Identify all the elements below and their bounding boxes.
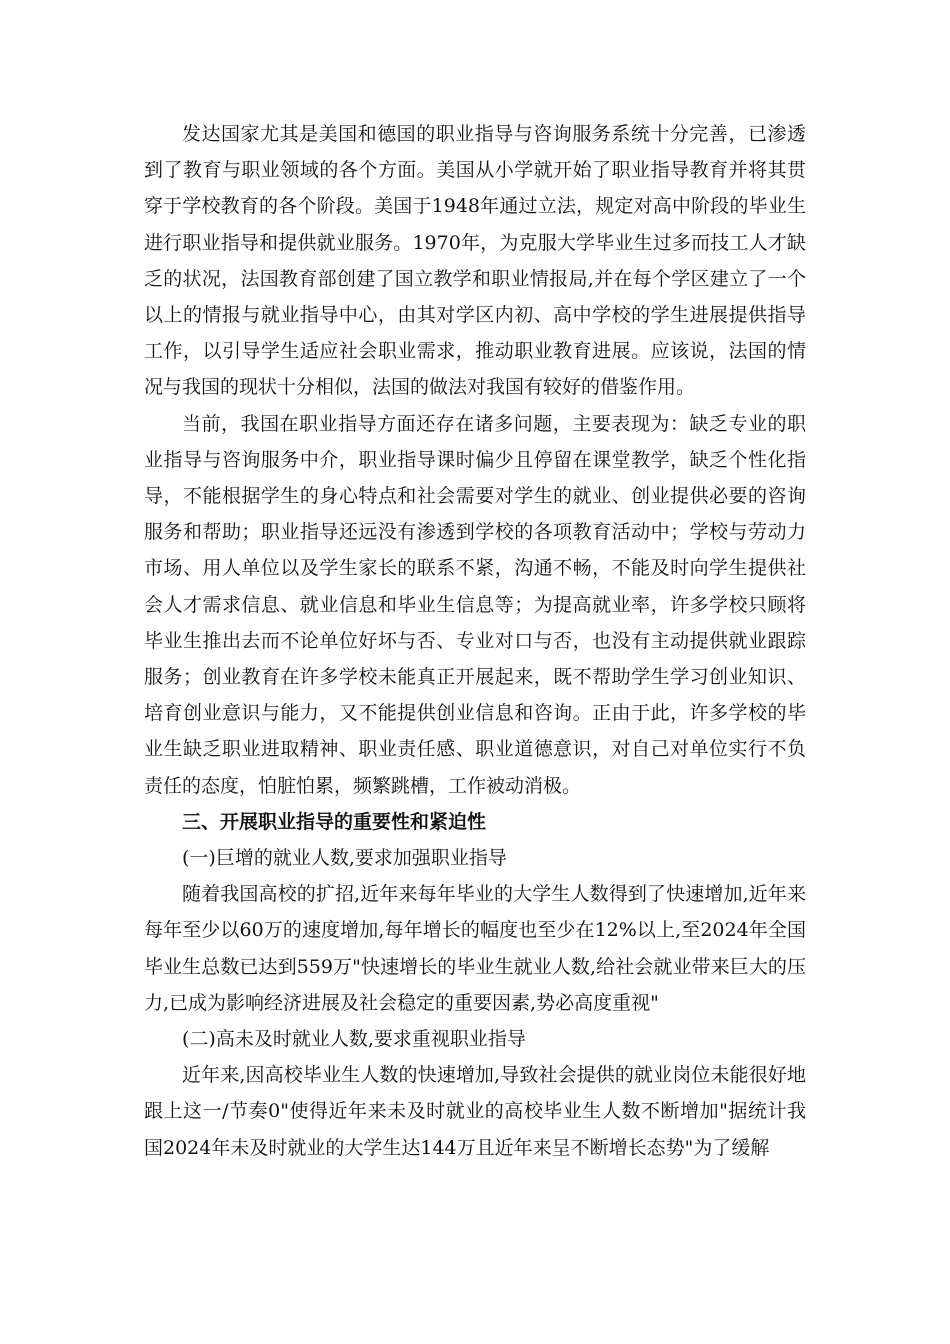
paragraph-foreign-practice: 发达国家尤其是美国和德国的职业指导与咨询服务系统十分完善，已渗透到了教育与职业领域的各个方面。美国从小学就开始了职业指导教育并将其贯穿于学校教育的各个阶段。美国于1948年通过立法，规定对高中阶段的毕业生进行职业指导和提供就业服务。1970年，为克服大学毕业生过多而技工人才缺乏的状况，法国教育部创建了国立教学和职业情报局,并在每个学区建立了一个以上的情报与就业指导中心，由其对学区内初、高中学校的学生进展提供指导工作，以引导学生适应社会职业需求，推动职业教育进展。应该说，法国的情况与我国的现状十分相似，法国的做法对我国有较好的借鉴作用。 [144,123,806,399]
subsection-heading-2: (二)高未及时就业人数,要求重视职业指导 [182,1028,526,1051]
paragraph-graduate-growth: 随着我国高校的扩招,近年来每年毕业的大学生人数得到了快速增加,近年来每年至少以60万的速度增加,每年增长的幅度也至少在12%以上,至2024年全国毕业生总数已达到559万"快速增长的毕业生就业人数,给社会就业带来巨大的压力,已成为影响经济进展及社会稳定的重要因素,势必高度重视" [144,883,806,1014]
paragraph-unemployed-graduates: 近年来,因高校毕业生人数的快速增加,导致社会提供的就业岗位未能很好地跟上这一/节奏0"使得近年来未及时就业的高校毕业生人数不断增加"据统计我国2024年未及时就业的大学生达144万且近年来呈不断增长态势"为了缓解 [144,1064,806,1159]
document-body [144,116,806,1166]
subsection-heading-1: (一)巨增的就业人数,要求加强职业指导 [182,847,507,870]
paragraph-current-problems: 当前，我国在职业指导方面还存在诸多问题，主要表现为：缺乏专业的职业指导与咨询服务中介，职业指导课时偏少且停留在课堂教学，缺乏个性化指导，不能根据学生的身心特点和社会需要对学生的就业、创业提供必要的咨询服务和帮助；职业指导还远没有渗透到学校的各项教育活动中；学校与劳动力市场、用人单位以及学生家长的联系不紧，沟通不畅，不能及时向学生提供社会人才需求信息、就业信息和毕业生信息等；为提高就业率，许多学校只顾将毕业生推出去而不论单位好坏与否、专业对口与否，也没有主动提供就业跟踪服务；创业教育在许多学校未能真正开展起来，既不帮助学生学习创业知识、培育创业意识与能力，又不能提供创业信息和咨询。正由于此，许多学校的毕业生缺乏职业进取精神、职业责任感、职业道德意识，对自己对单位实行不负责任的态度，怕脏怕累，频繁跳槽，工作被动消极。 [144,412,806,797]
section-heading-3: 三、开展职业指导的重要性和紧迫性 [182,810,487,833]
